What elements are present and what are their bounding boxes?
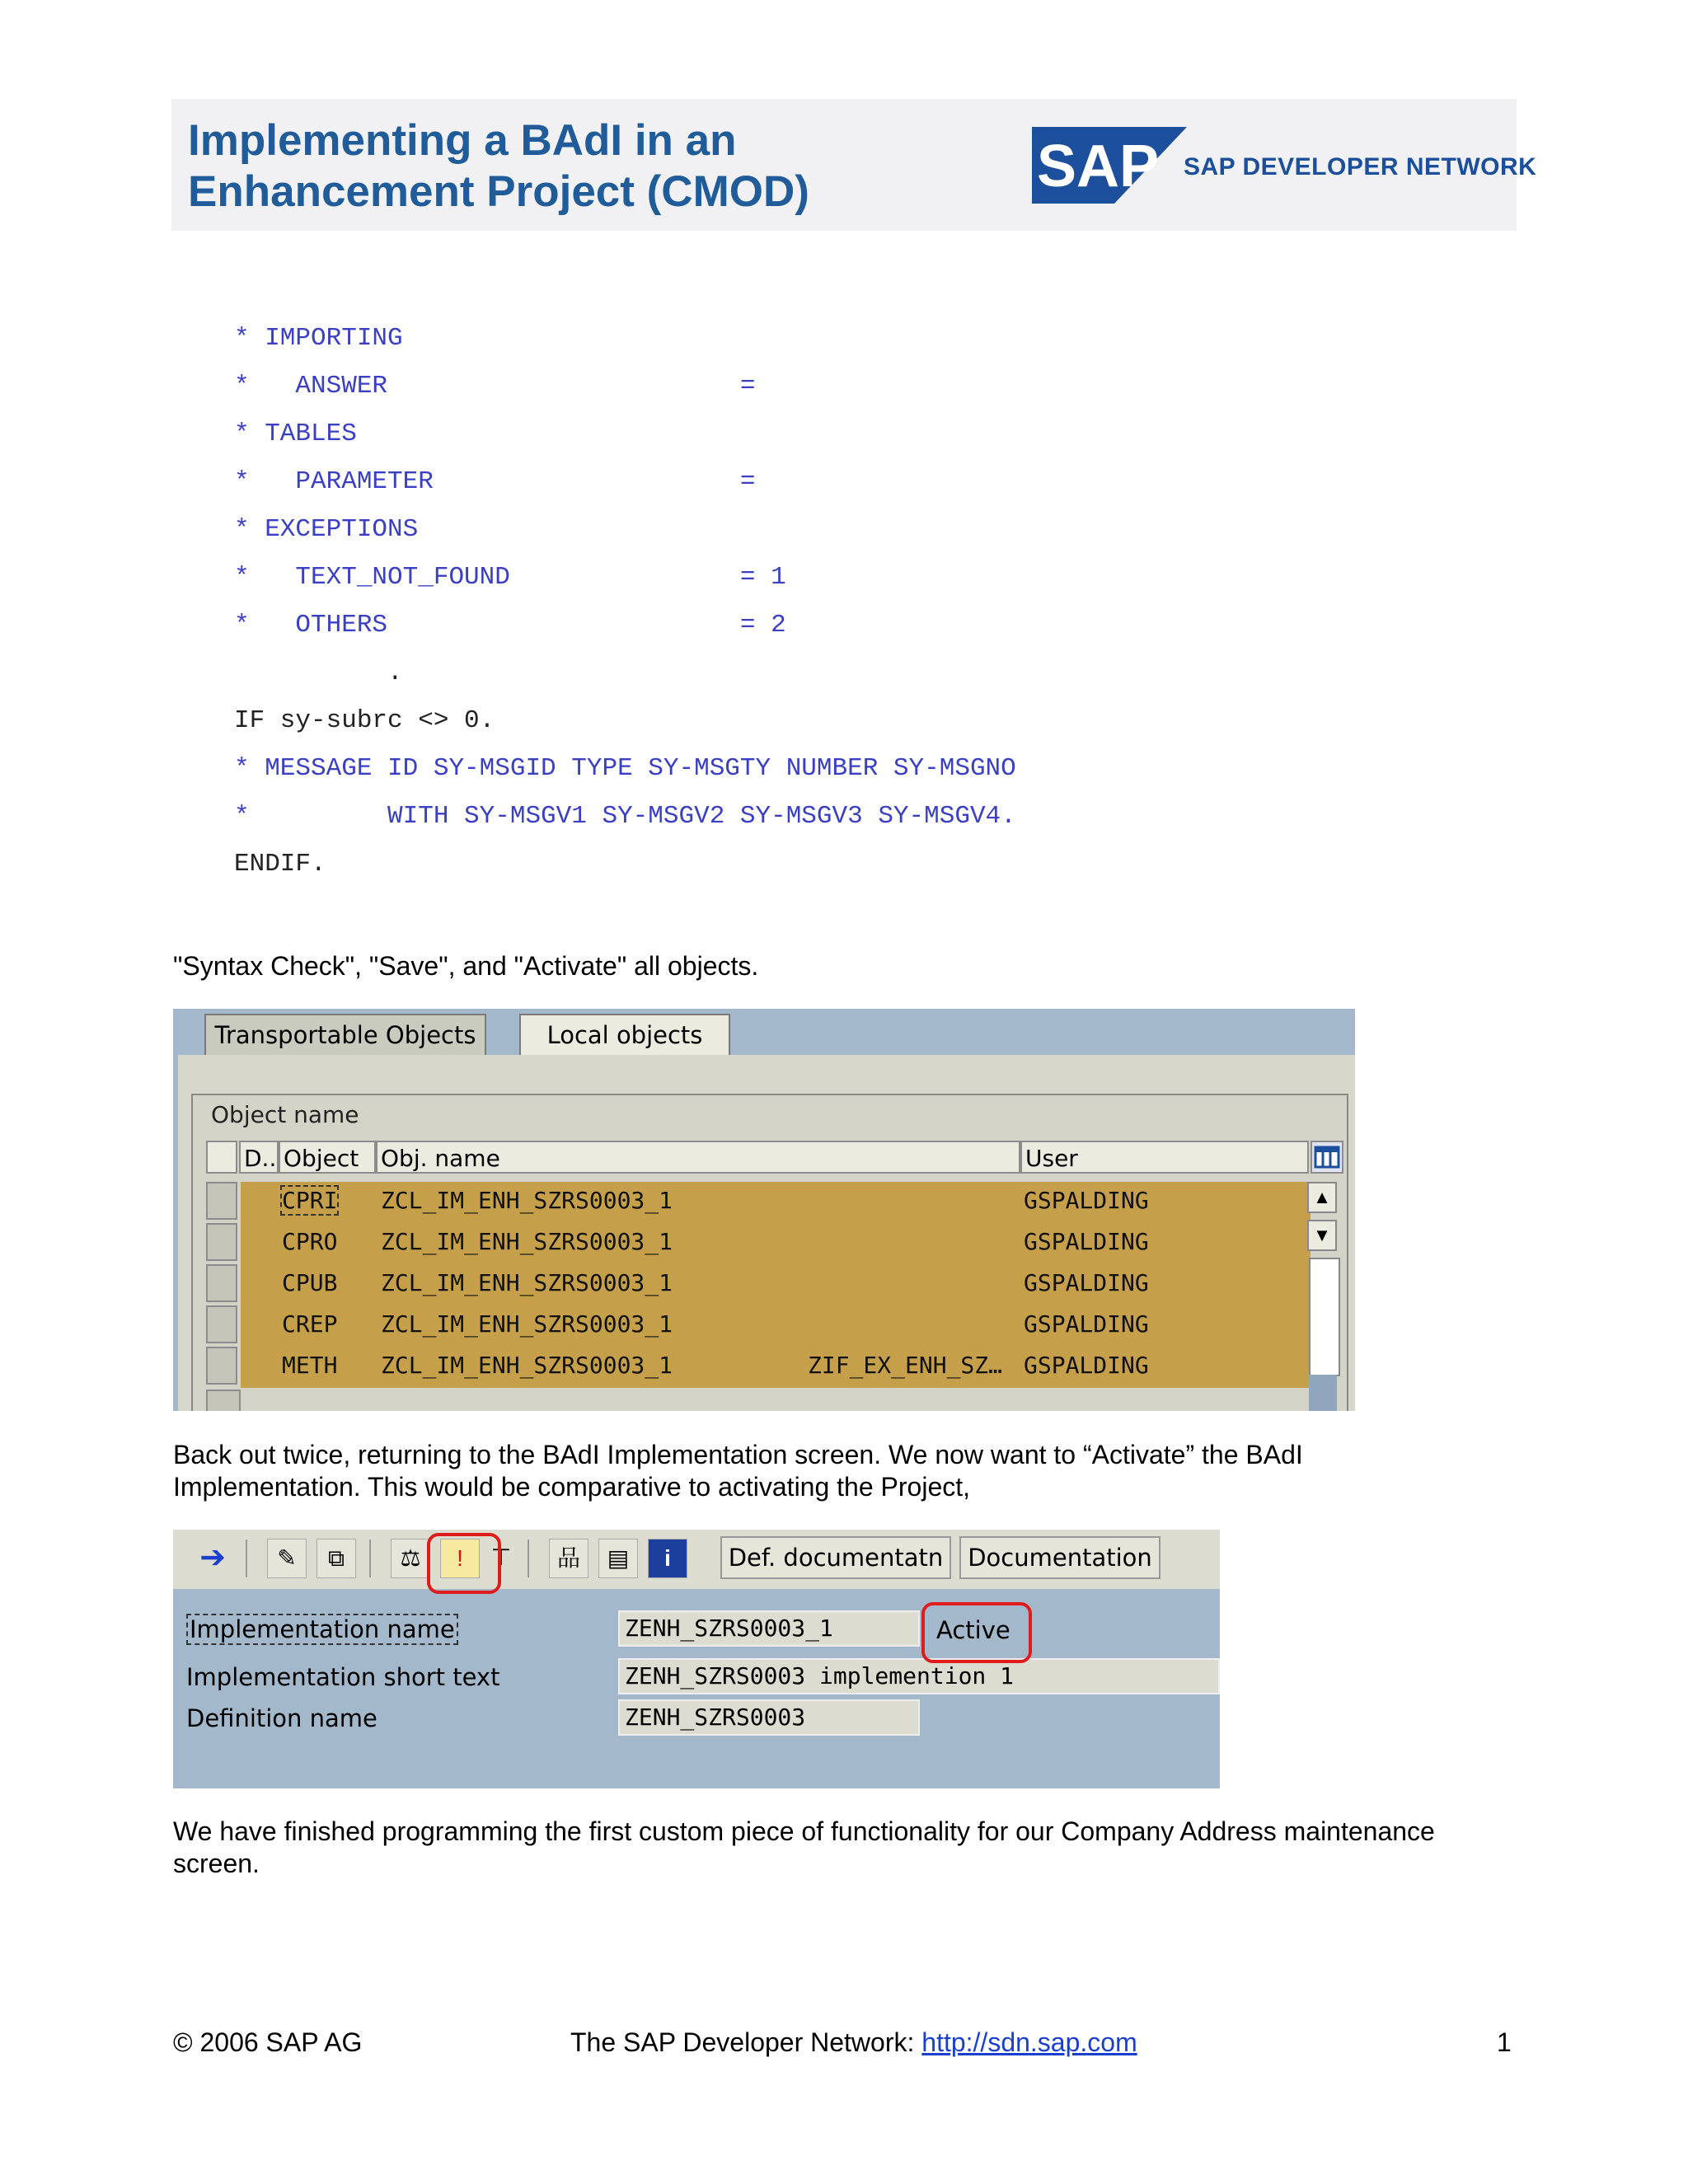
field-row-implementation-name [178, 1610, 1220, 1650]
cell-object: CPUB [282, 1269, 338, 1296]
col-header-user[interactable]: User [1020, 1141, 1309, 1174]
activate-icon[interactable]: ! [440, 1539, 480, 1578]
cell-object: CREP [282, 1310, 338, 1338]
short-text-label: Implementation short text [178, 1658, 574, 1696]
footer-network [570, 2027, 1137, 2058]
screenshot-badi-implementation [173, 1530, 1220, 1788]
col-header-object[interactable]: Object [279, 1141, 376, 1174]
code-line: * WITH SY-MSGV1 SY-MSGV2 SY-MSGV3 SY-MSGV4. [234, 802, 1016, 831]
code-line: IF sy-subrc <> 0. [234, 706, 495, 735]
activate-highlight-marker [427, 1533, 501, 1594]
hierarchy-icon[interactable]: 品 [549, 1539, 588, 1578]
code-line: * IMPORTING [234, 324, 403, 353]
definition-name-field[interactable]: ZENH_SZRS0003 [618, 1699, 920, 1736]
instruction-syntax-check: "Syntax Check", "Save", and "Activate" all objects. [173, 951, 759, 981]
field-row-definition-name [178, 1699, 1220, 1739]
short-text-field[interactable]: ZENH_SZRS0003 implemention 1 [618, 1658, 1220, 1694]
select-all-header[interactable] [206, 1141, 237, 1174]
documentation-button[interactable]: Documentation [959, 1536, 1160, 1579]
footer-copyright: © 2006 SAP AG [173, 2027, 363, 2057]
tab-strip [173, 1009, 1355, 1055]
cell-extra: ZIF_EX_ENH_SZ… [808, 1352, 1003, 1379]
application-toolbar [173, 1530, 1220, 1589]
code-line: * MESSAGE ID SY-MSGID TYPE SY-MSGTY NUMBER SY-MSGNO [234, 754, 1016, 783]
code-line: * PARAMETER = [234, 467, 756, 496]
row-selector[interactable] [206, 1305, 237, 1343]
sap-logo [1032, 127, 1187, 204]
cell-obj-name: ZCL_IM_ENH_SZRS0003_1 [381, 1187, 673, 1214]
toolbar-separator [528, 1540, 529, 1577]
cell-obj-name: ZCL_IM_ENH_SZRS0003_1 [381, 1310, 673, 1338]
scrollbar-thumb[interactable] [1309, 1375, 1337, 1411]
forward-arrow-icon[interactable]: ➔ [193, 1539, 232, 1578]
toolbar-separator [246, 1540, 247, 1577]
footer-network-label: The SAP Developer Network: [570, 2027, 922, 2057]
toolbar-separator [369, 1540, 371, 1577]
conclusion-line-2: screen. [173, 1849, 260, 1878]
row-selector[interactable] [206, 1182, 237, 1220]
active-status-highlight-marker [921, 1602, 1032, 1663]
page-title [188, 115, 809, 218]
tab-transportable-objects[interactable]: Transportable Objects [204, 1014, 486, 1057]
row-selector[interactable] [206, 1347, 237, 1385]
grid-header-row [195, 1141, 1314, 1175]
instruction-back-out-2: Implementation. This would be comparative to activating the Project, [173, 1472, 971, 1502]
table-row[interactable] [195, 1223, 1314, 1263]
conclusion-line-1: We have finished programming the first custom piece of functionality for our Company Address maintenance [173, 1816, 1435, 1846]
table-row[interactable] [195, 1264, 1314, 1304]
code-line: * OTHERS = 2 [234, 611, 786, 640]
title-line-2: Enhancement Project (CMOD) [188, 167, 809, 216]
code-line: . [234, 658, 403, 687]
print-icon[interactable]: ▤ [598, 1539, 638, 1578]
info-icon[interactable]: i [648, 1539, 687, 1578]
cell-object: CPRO [282, 1228, 338, 1255]
status-active: Active [936, 1616, 1010, 1644]
code-listing [234, 315, 1016, 888]
row-selector[interactable] [206, 1264, 237, 1302]
col-header-obj-name[interactable]: Obj. name [376, 1141, 1020, 1174]
scrollbar-track[interactable] [1309, 1258, 1340, 1376]
sdn-brand-text: SAP DEVELOPER NETWORK [1184, 153, 1537, 180]
cell-user: GSPALDING [1024, 1228, 1149, 1255]
field-row-short-text [178, 1658, 1220, 1698]
deactivate-icon[interactable]: ⊤ [490, 1539, 513, 1578]
column-settings-icon[interactable] [1311, 1141, 1343, 1174]
implementation-name-label: Implementation name [178, 1610, 574, 1648]
grid-caption: Object name [211, 1101, 359, 1128]
table-row[interactable] [195, 1305, 1314, 1345]
scroll-up-icon[interactable]: ▲ [1307, 1182, 1337, 1213]
row-selector[interactable] [206, 1223, 237, 1261]
footer-link[interactable]: http://sdn.sap.com [921, 2027, 1137, 2057]
cell-object: CPRI [282, 1187, 338, 1214]
cell-user: GSPALDING [1024, 1269, 1149, 1296]
screenshot-object-list [173, 1009, 1355, 1411]
code-line: * EXCEPTIONS [234, 515, 419, 544]
title-line-1: Implementing a BAdI in an [188, 116, 737, 165]
cell-obj-name: ZCL_IM_ENH_SZRS0003_1 [381, 1352, 673, 1379]
check-icon[interactable]: ⚖ [391, 1539, 430, 1578]
instruction-back-out-1: Back out twice, returning to the BAdI Implementation screen. We now want to “Activate” the BAdI [173, 1440, 1303, 1469]
other-object-icon[interactable]: ⧉ [316, 1539, 356, 1578]
row-selector[interactable] [206, 1390, 241, 1411]
code-line: ENDIF. [234, 850, 326, 879]
scroll-down-icon[interactable]: ▼ [1307, 1220, 1337, 1251]
cell-user: GSPALDING [1024, 1352, 1149, 1379]
display-change-icon[interactable]: ✎ [267, 1539, 307, 1578]
cell-obj-name: ZCL_IM_ENH_SZRS0003_1 [381, 1228, 673, 1255]
cell-obj-name: ZCL_IM_ENH_SZRS0003_1 [381, 1269, 673, 1296]
code-line: * TEXT_NOT_FOUND = 1 [234, 563, 786, 592]
sap-logo-text: SAP [1037, 134, 1160, 199]
implementation-name-field[interactable]: ZENH_SZRS0003_1 [618, 1610, 920, 1647]
code-line: * TABLES [234, 419, 357, 448]
cell-user: GSPALDING [1024, 1310, 1149, 1338]
table-row[interactable] [195, 1182, 1314, 1221]
cell-user: GSPALDING [1024, 1187, 1149, 1214]
col-header-d[interactable]: D.. [239, 1141, 279, 1174]
code-line: * ANSWER = [234, 372, 756, 401]
tab-local-objects[interactable]: Local objects [519, 1014, 730, 1057]
table-row[interactable] [195, 1347, 1314, 1386]
page-number: 1 [1497, 2027, 1512, 2057]
cell-object: METH [282, 1352, 338, 1379]
definition-name-label: Definition name [178, 1699, 574, 1737]
def-documentation-button[interactable]: Def. documentatn [720, 1536, 951, 1579]
